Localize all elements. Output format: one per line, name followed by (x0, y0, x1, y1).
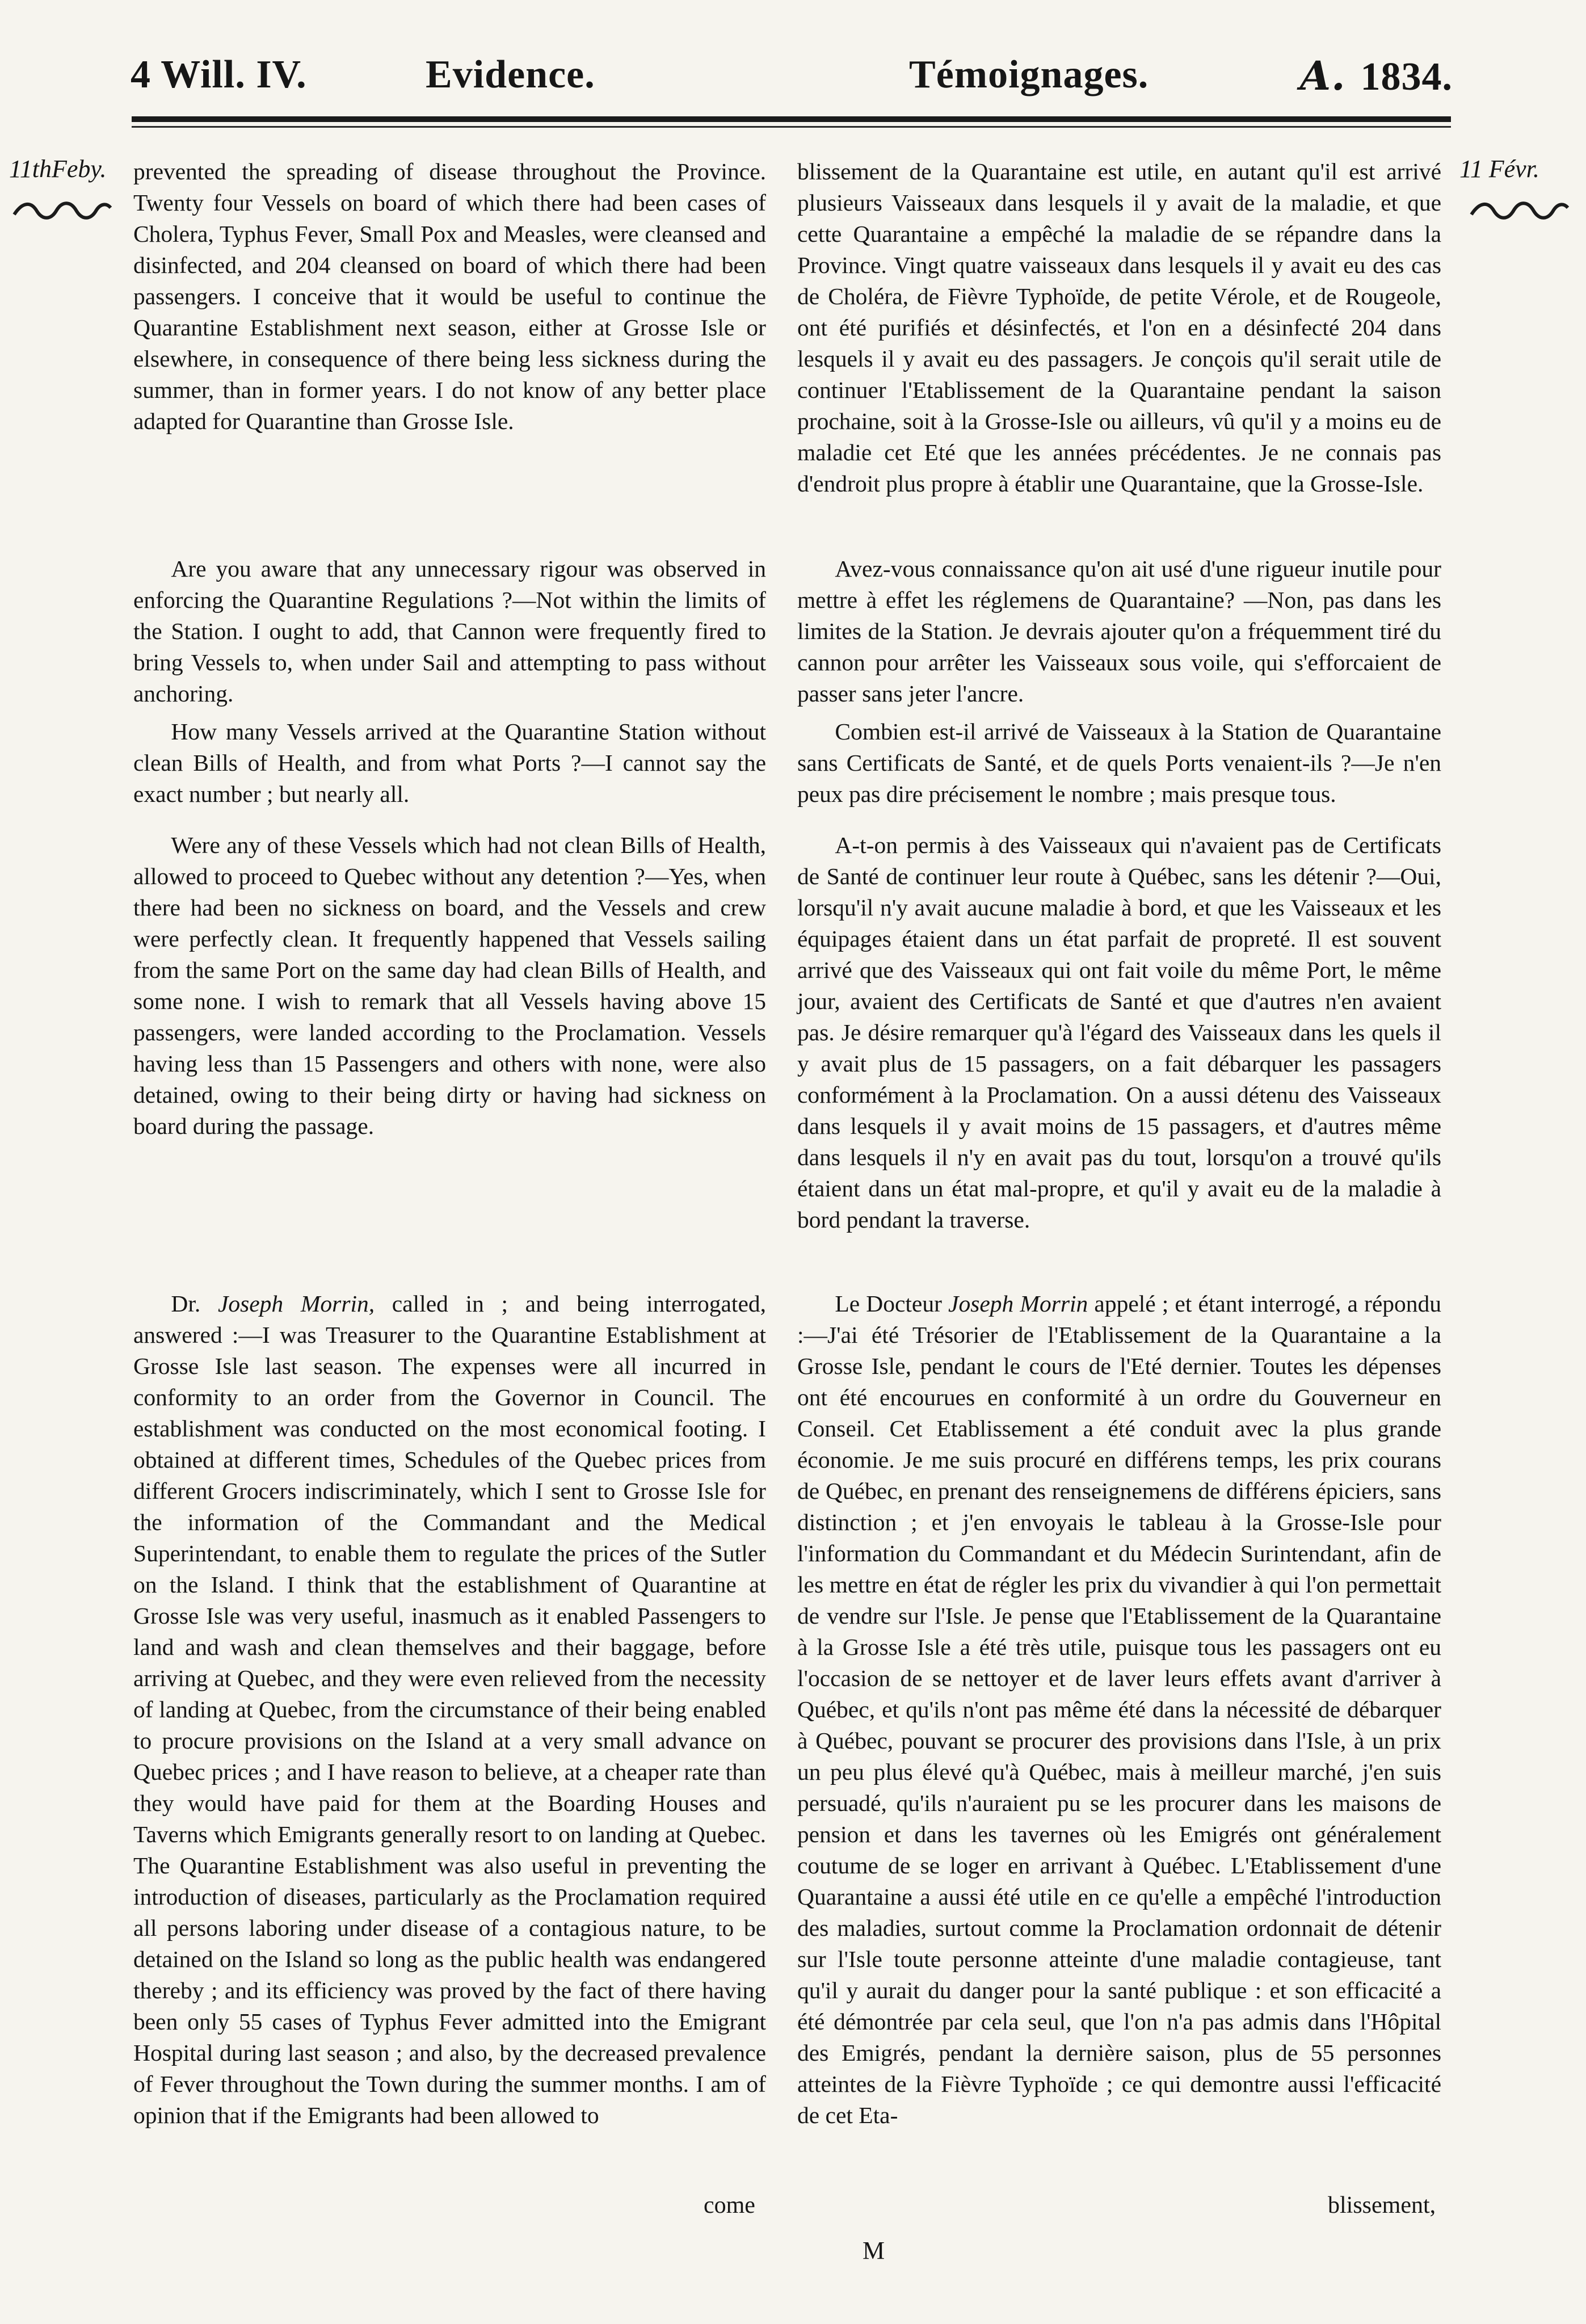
english-dr-prefix: Dr. (171, 1291, 201, 1317)
french-paragraph-3: Combien est-il arrivé de Vaisseaux à la Station de Quarantaine sans Certificats de Santé, et de quels Ports venaient-ils ?—Je n'en peux pas dire précisement le nombre ; mais presque tous. (797, 718, 1441, 807)
french-testimony: appelé ; et étant interrogé, a répondu :—J'ai été Trésorier de l'Etablissement de la Quarantaine a la Grosse Isle, pendant le cours de l'Eté dernier. Toutes les dépenses ont été encourues en conformité à un ordre du Gouverneur en Conseil. Cet Etablissement a été conduit avec la plus grande économie. Je me suis procuré en différens temps, les prix courans de Québec, en prenant des renseignemens de différens épiciers, sans distinction ; et j'en envoyais le tableau à la Grosse-Isle pour l'information du Commandant et du Médecin Surintendant, afin de les mettre en état de régler les prix du vivandier à qui l'on permettait de vendre sur l'Isle. Je pense que l'Etablissement de la Quarantaine à la Grosse Isle a été très utile, puisque tous les passagers ont eu l'occasion de se nettoyer et de laver leurs effets avant d'arriver à Québec, et qu'ils n'ont pas même été dans la nécessité de débarquer à Québec, pouvant se procurer des provisions dans l'Isle, à un prix un peu plus élevé qu'à Québec, mais à meilleur marché, j'en suis persuadé, qu'ils n'auraient pu se les procurer dans les maisons de pension et dans les tavernes où les Emigrés ont généralement coutume de se loger en arrivant à Québec. L'Etablissement d'une Quarantaine a aussi été utile en ce qu'elle a empêché l'introduction des maladies, surtout comme la Proclamation ordonnait de détenir sur l'Isle toute personne atteinte d'une maladie contagieuse, tant qu'il y aurait du danger pour la santé publique : et son efficacité a été démontrée par cela seul, que l'on n'a pas admis dans l'Hôpital des Emigrés, pendant la dernière saison, plus de 55 personnes atteintes de la Fièvre Typhoïde ; ce qui demontre aussi l'efficacité de cet Eta- (797, 1291, 1442, 2128)
header-temoignages: Témoignages. (909, 53, 1149, 96)
running-header (131, 52, 1453, 98)
signature-mark: M (863, 2237, 885, 2264)
english-testimony: called in ; and being interrogated, answered :—I was Treasurer to the Quarantine Establishment at Grosse Isle last season. The expenses were all incurred in conformity to an order from the Governor in Council. The establishment was conducted on the most economical footing. I obtained at different times, Schedules of the Quebec prices from different Grocers indiscriminately, which I sent to Grosse Isle for the information of the Commandant and the Medical Superintendant, to enable them to regulate the prices of the Sutler on the Island. I think that the establishment of Quarantine at Grosse Isle was very useful, inasmuch as it enabled Passengers to land and wash and clean themselves and their baggage, before arriving at Quebec, and they were even relieved from the necessity of landing at Quebec, from the circumstance of their being enabled to procure provisions on the Island at a very small advance on Quebec prices ; and I have reason to believe, at a cheaper rate than they would have paid for them at the Boarding Houses and Taverns which Emigrants generally resort to on landing at Quebec. The Quarantine Establishment was also useful in preventing the introduction of diseases, particularly as the Proclamation required all persons laboring under disease of a contagious nature, to be detained on the Island so long as the public health was endangered thereby ; and its efficiency was proved by the fact of there having been only 55 cases of Typhus Fever admitted into the Emigrant Hospital during last season ; and also, by the decreased prevalence of Fever throughout the Town during the summer months. I am of opinion that if the Emigrants had been allowed to (133, 1291, 766, 2128)
header-rule-thick (132, 116, 1451, 122)
english-paragraph-1: prevented the spreading of disease throughout the Province. Twenty four Vessels on board of which there had been cases of Cholera, Typhus Fever, Small Pox and Measles, were cleansed and disinfected, and 204 cleansed on board of which there had been passengers. I conceive that it would be useful to continue the Quarantine Establishment next season, either at Grosse Isle or elsewhere, in consequence of there being less sickness during the summer, than in former years. I do not know of any better place adapted for Quarantine than Grosse Isle. (133, 158, 766, 434)
english-paragraph-3: How many Vessels arrived at the Quarantine Station without clean Bills of Health, and from what Ports ?—I cannot say the exact number ; but nearly all. (133, 718, 766, 807)
french-witness-name: Joseph Morrin (948, 1291, 1088, 1317)
header-rule-thin (132, 126, 1451, 128)
french-paragraph-4: A-t-on permis à des Vaisseaux qui n'avaient pas de Certificats de Santé de continuer leur route à Québec, sans les détenir ?—Oui, lorsqu'il n'y avait aucune maladie à bord, et que les Vaisseaux et les équipages étaient dans un état parfait de propreté. Il est souvent arrivé que des Vaisseaux qui ont fait voile du même Port, le même jour, avaient des Certificats de Santé et que d'autres n'en avaient pas. Je désire remarquer qu'à l'égard des Vaisseaux dans les quels il y avait plus de 15 passagers, on a fait débarquer les passagers conformément à la Proclamation. On a aussi détenu des Vaisseaux dans lesquels il y avait moins de 15 passagers, et d'autres même dans lesquels il n'y en avait pas du tout, lorsqu'on a trouvé qu'ils étaient dans un état mal-propre, et qu'il y avait eu de la maladie à bord pendant la traverse. (797, 832, 1441, 1233)
english-paragraph-2: Are you aware that any unnecessary rigour was observed in enforcing the Quarantine Regulations ?—Not within the limits of the Station. I ought to add, that Cannon were frequently fired to bring Vessels to, when under Sail and attempting to pass without anchoring. (133, 556, 766, 707)
french-doctor-prefix: Le Docteur (835, 1291, 942, 1317)
english-witness-name: Joseph Morrin, (217, 1291, 375, 1317)
margin-flourish-right (1469, 199, 1571, 221)
header-year-mark: A. (1299, 52, 1346, 99)
french-paragraph-1: blissement de la Quarantaine est utile, en autant qu'il est arrivé plusieurs Vaisseaux dans lesquels il y avait de la maladie, et que cette Quarantaine a empêché la maladie de se répandre dans la Province. Vingt quatre vaisseaux dans lesquels il y avait eu des cas de Choléra, de Fièvre Typhoïde, de petite Vérole, et de Rougeole, ont été purifiés et désinfectés, et l'on en a désinfecté 204 dans lesquels il y avait eu des passagers. Je conçois qu'il serait utile de continuer l'Etablissement de la Quarantaine pendant la saison prochaine, soit à la Grosse-Isle ou ailleurs, vû qu'il y a moins eu de maladie cet Eté que les années précédentes. Je ne connais pas d'endroit plus propre à établir une Quarantaine, que la Grosse-Isle. (797, 158, 1441, 497)
margin-date-english: 11thFeby. (9, 155, 107, 183)
english-paragraph-4: Were any of these Vessels which had not clean Bills of Health, allowed to proceed to Quebec without any detention ?—Yes, when there had been no sickness on board, and the Vessels and crew were perfectly clean. It frequently happened that Vessels sailing from the same Port on the same day had clean Bills of Health, and some none. I wish to remark that all Vessels having above 15 passengers, were landed according to the Proclamation. Vessels having less than 15 Passengers and others with none, were also detained, owing to their being dirty or having had sickness on board during the passage. (133, 832, 766, 1139)
header-year-number: 1834. (1360, 55, 1453, 99)
margin-flourish-left (11, 199, 113, 221)
header-evidence: Evidence. (426, 53, 595, 96)
french-paragraph-5 (797, 1288, 1441, 2131)
session-reference: 4 Will. IV. (131, 53, 307, 96)
english-paragraph-5 (133, 1288, 766, 2131)
french-catchword: blissement, (1328, 2192, 1436, 2218)
margin-date-french: 11 Févr. (1459, 155, 1539, 183)
english-catchword: come (704, 2192, 755, 2218)
french-paragraph-2: Avez-vous connaissance qu'on ait usé d'une rigueur inutile pour mettre à effet les réglemens de Quarantaine? —Non, pas dans les limites de la Station. Je devrais ajouter qu'on a fréquemment tiré du cannon pour arrêter les Vaisseaux sous voile, qui s'efforcaient de passer sans jeter l'ancre. (797, 556, 1441, 707)
header-year (1300, 52, 1453, 100)
